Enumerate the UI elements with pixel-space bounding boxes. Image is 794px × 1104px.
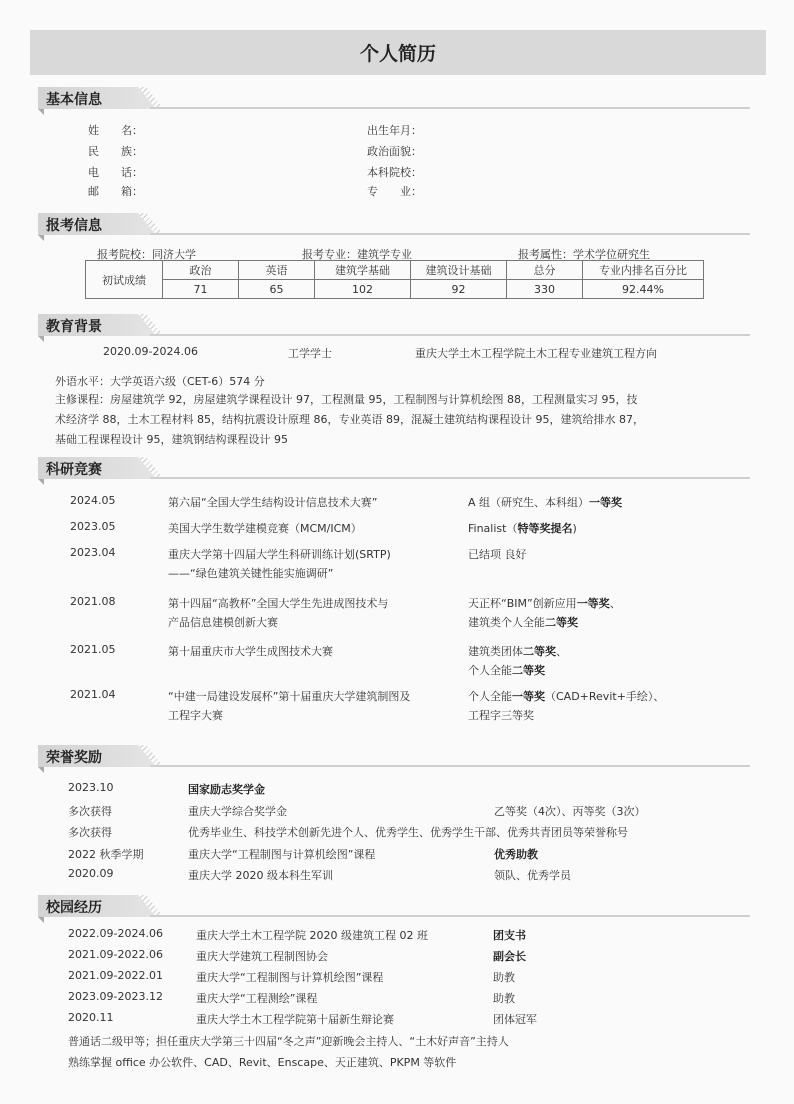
research-award [468, 595, 621, 611]
basic-label-right: 政治面貌： [367, 145, 422, 158]
apply-major: 报考专业：建筑学专业 [302, 248, 412, 261]
honor-name: 重庆大学“工程制图与计算机绘图”课程 [188, 847, 376, 861]
campus-date: 2022.09-2024.06 [68, 927, 163, 940]
section-title: 教育背景 [46, 319, 102, 335]
score-header: 总分 [507, 261, 583, 280]
research-date: 2021.08 [70, 595, 116, 608]
honor-date: 多次获得 [68, 826, 112, 839]
honor-award: 领队、优秀学员 [494, 869, 571, 882]
honor-name: 重庆大学综合奖学金 [188, 804, 287, 818]
research-date: 2023.04 [70, 546, 116, 559]
section-title: 基本信息 [46, 92, 102, 108]
award-text: 一等奖 [576, 597, 610, 610]
award-text: Finalist（ [468, 522, 518, 535]
research-date: 2021.05 [70, 643, 116, 656]
section-title: 报考信息 [46, 218, 102, 234]
campus-role: 助教 [493, 971, 515, 984]
research-award [468, 546, 527, 562]
section-header-basic [38, 87, 750, 111]
section-header-edu [38, 314, 750, 338]
score-header: 专业内排名百分比 [583, 261, 704, 280]
campus-date: 2023.09-2023.12 [68, 990, 163, 1003]
section-title: 荣誉奖励 [46, 750, 102, 766]
research-date: 2021.04 [70, 688, 116, 701]
edu-language: 外语水平：大学英语六级（CET-6）574 分 [55, 375, 265, 388]
basic-label-right: 出生年月： [367, 124, 422, 137]
award-text: 二等奖 [512, 664, 545, 677]
research-award [468, 520, 577, 536]
award-text: 二等奖 [545, 616, 578, 629]
edu-courses-line: 主修课程：房屋建筑学 92，房屋建筑学课程设计 97，工程测量 95，工程制图与计算机绘图 88，工程测量实习 95，技 [55, 393, 638, 406]
campus-role: 团支书 [493, 929, 526, 942]
honor-date: 2020.09 [68, 867, 114, 880]
research-name: ——“绿色建筑关键性能实施调研” [168, 567, 334, 580]
award-text: 个人全能 [468, 690, 512, 703]
award-text: 已结项 良好 [468, 548, 527, 561]
score-value: 102 [315, 280, 411, 299]
campus-role: 助教 [493, 992, 515, 1005]
section-header-honor [38, 745, 750, 769]
section-title: 科研竞赛 [46, 462, 102, 478]
campus-date: 2021.09-2022.01 [68, 969, 163, 982]
award-text: 、 [556, 645, 567, 658]
award-text: （CAD+Revit+手绘）、 [545, 690, 665, 703]
edu-courses-line: 基础工程课程设计 95，建筑钢结构课程设计 95 [55, 433, 288, 446]
honor-name: 优秀毕业生、科技学术创新先进个人、优秀学生、优秀学生干部、优秀共青团员等荣誉称号 [188, 826, 628, 839]
award-text: 天正杯“BIM”创新应用 [468, 597, 577, 610]
score-value: 92 [411, 280, 507, 299]
campus-name: 重庆大学“工程测绘”课程 [196, 992, 318, 1005]
honor-date: 2022 秋季学期 [68, 847, 144, 861]
score-header: 建筑学基础 [315, 261, 411, 280]
research-date: 2023.05 [70, 520, 116, 533]
research-name: 产品信息建模创新大赛 [168, 616, 278, 629]
campus-extra: 普通话二级甲等；担任重庆大学第三十四届“冬之声”迎新晚会主持人、“土木好声音”主持人 [68, 1035, 509, 1048]
section-header-research [38, 457, 750, 481]
award-text: 二等奖 [523, 645, 556, 658]
award-text: 个人全能 [468, 664, 512, 677]
score-header: 政治 [163, 261, 239, 280]
apply-school: 报考院校：同济大学 [97, 248, 196, 261]
research-name: 第六届“全国大学生结构设计信息技术大赛” [168, 496, 378, 509]
research-name: 美国大学生数学建模竞赛（MCM/ICM） [168, 522, 362, 535]
research-award [468, 614, 578, 630]
apply-type: 报考属性：学术学位研究生 [518, 248, 650, 261]
edu-courses-line: 术经济学 88，土木工程材料 85，结构抗震设计原理 86，专业英语 89，混凝土建筑结构课程设计 95，建筑给排水 87， [55, 413, 644, 426]
basic-label-left: 民 族： [88, 145, 143, 158]
row-label: 初试成绩 [86, 261, 163, 299]
campus-role: 团体冠军 [493, 1013, 537, 1026]
campus-name: 重庆大学土木工程学院 2020 级建筑工程 02 班 [196, 929, 428, 942]
scores-table [85, 260, 704, 299]
research-name: 工程字大赛 [168, 709, 223, 722]
research-date: 2024.05 [70, 494, 116, 507]
research-award [468, 643, 567, 659]
score-value: 71 [163, 280, 239, 299]
campus-name: 重庆大学建筑工程制图协会 [196, 950, 328, 963]
award-text: 一等奖 [512, 690, 545, 703]
award-text: 建筑类团体 [468, 645, 523, 658]
basic-label-right: 专 业： [367, 185, 422, 198]
edu-period: 2020.09-2024.06 [103, 345, 198, 358]
research-name: 第十届重庆市大学生成图技术大赛 [168, 645, 333, 658]
basic-label-left: 电 话： [88, 166, 143, 179]
research-award [468, 662, 545, 678]
score-value: 330 [507, 280, 583, 299]
campus-name: 重庆大学“工程制图与计算机绘图”课程 [196, 971, 384, 984]
basic-label-left: 邮 箱： [88, 185, 143, 198]
award-text: 、 [609, 597, 621, 610]
campus-name: 重庆大学土木工程学院第十届新生辩论赛 [196, 1013, 394, 1026]
campus-extra: 熟练掌握 office 办公软件、CAD、Revit、Enscape、天正建筑、PKPM 等软件 [68, 1056, 457, 1069]
score-value: 65 [239, 280, 315, 299]
section-title: 校园经历 [46, 900, 102, 916]
award-text: 一等奖 [589, 496, 623, 509]
edu-school: 重庆大学土木工程学院土木工程专业建筑工程方向 [415, 347, 657, 360]
research-name: 第十四届“高教杯”全国大学生先进成图技术与 [168, 597, 389, 610]
award-text: A 组（研究生、本科组） [468, 496, 590, 509]
research-name: “中建一局建设发展杯”第十届重庆大学建筑制图及 [168, 690, 411, 703]
basic-label-right: 本科院校： [367, 166, 422, 179]
score-header: 建筑设计基础 [411, 261, 507, 280]
edu-degree: 工学学士 [288, 347, 332, 360]
honor-date: 多次获得 [68, 804, 112, 818]
honor-award: 优秀助教 [494, 847, 538, 861]
campus-date: 2020.11 [68, 1011, 114, 1024]
score-value: 92.44% [583, 280, 704, 299]
award-text: 建筑类个人全能 [468, 616, 545, 629]
honor-date: 2023.10 [68, 781, 114, 794]
section-header-campus [38, 895, 750, 919]
research-award [468, 707, 534, 723]
campus-date: 2021.09-2022.06 [68, 948, 163, 961]
basic-label-left: 姓 名： [88, 124, 143, 137]
honor-award: 乙等奖（4次）、丙等奖（3次） [494, 804, 646, 818]
section-header-apply [38, 213, 750, 237]
research-award [468, 494, 622, 510]
research-name: 重庆大学第十四届大学生科研训练计划(SRTP) [168, 548, 391, 561]
award-text: ) [572, 522, 577, 535]
resume-title: 个人简历 [30, 30, 766, 75]
award-text: 特等奖提名 [517, 522, 573, 535]
honor-name: 重庆大学 2020 级本科生军训 [188, 869, 333, 882]
award-text: 工程字三等奖 [468, 709, 534, 722]
campus-role: 副会长 [493, 950, 526, 963]
research-award [468, 688, 664, 704]
honor-name: 国家励志奖学金 [188, 783, 265, 796]
score-header: 英语 [239, 261, 315, 280]
